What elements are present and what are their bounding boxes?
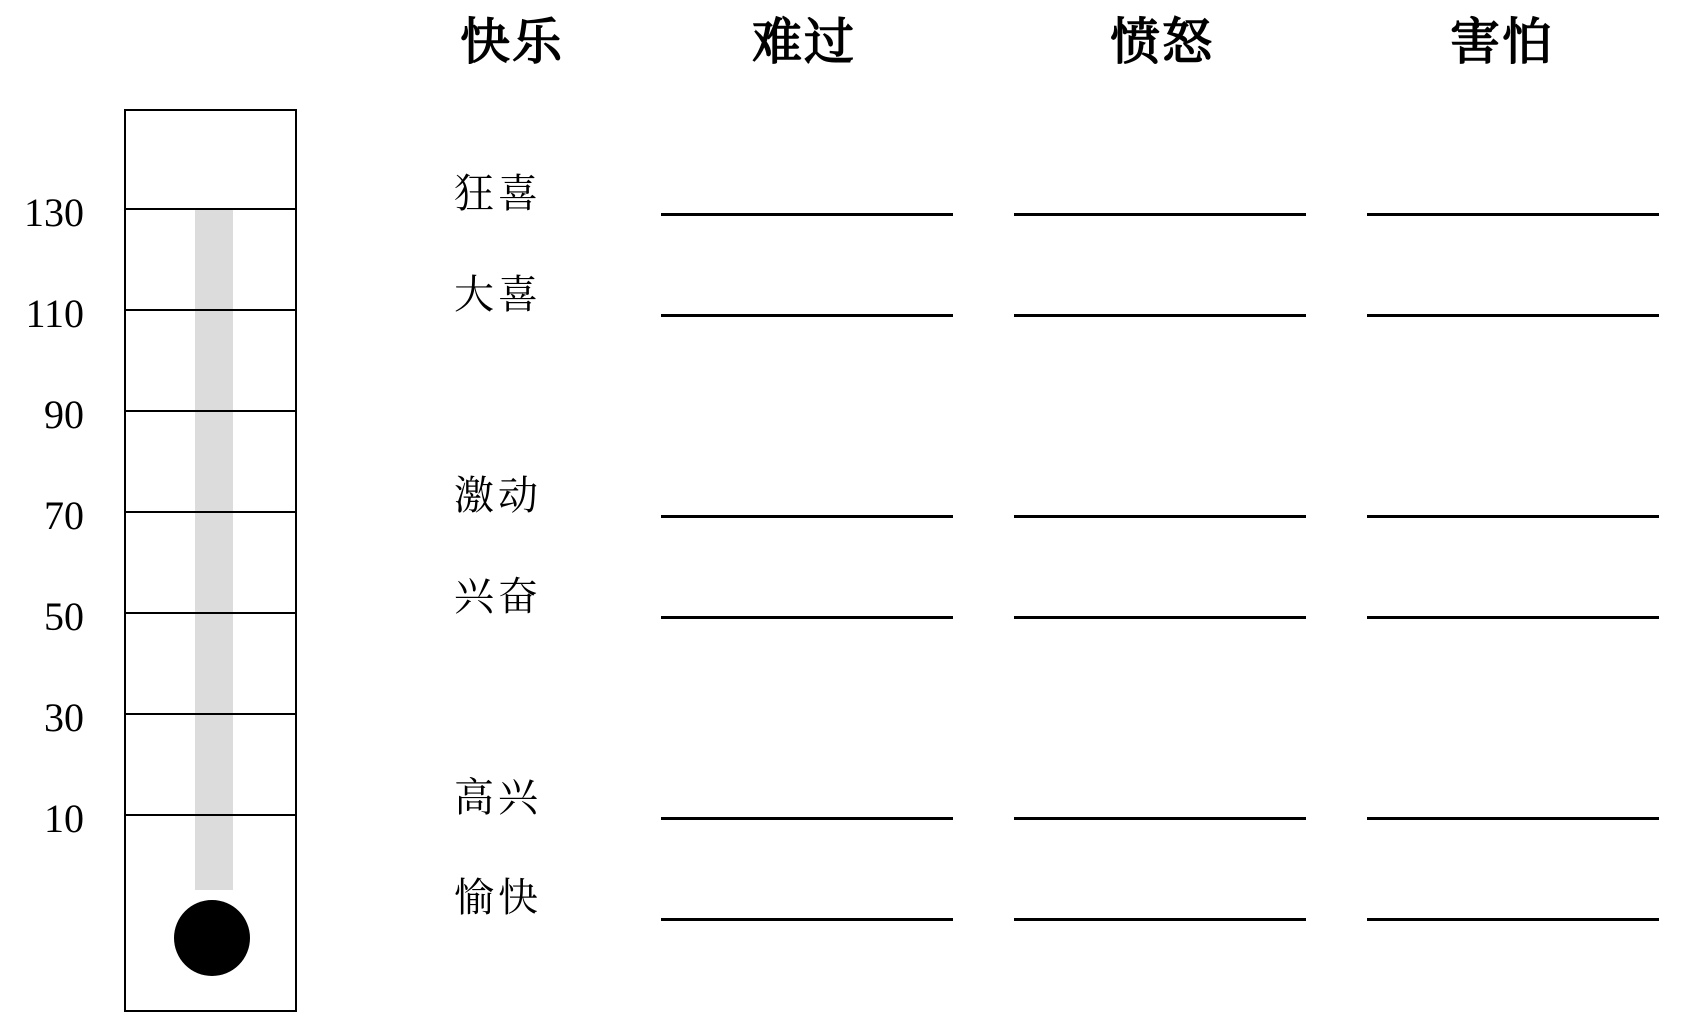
blank-sad-row-6[interactable] [661, 918, 953, 921]
row-label-thrilled: 激动 [454, 473, 542, 519]
tick-label-30: 30 [44, 695, 84, 740]
thermometer-gridline [126, 410, 295, 412]
row-label-ecstatic: 狂喜 [454, 171, 542, 217]
blank-scared-row-2[interactable] [1367, 314, 1659, 317]
blank-angry-row-6[interactable] [1014, 918, 1306, 921]
blank-sad-row-1[interactable] [661, 213, 953, 216]
blank-scared-row-5[interactable] [1367, 817, 1659, 820]
blank-sad-row-2[interactable] [661, 314, 953, 317]
column-header-sad: 难过 [752, 13, 856, 71]
thermometer [124, 109, 297, 1012]
blank-sad-row-5[interactable] [661, 817, 953, 820]
column-header-happy: 快乐 [460, 13, 564, 71]
blank-angry-row-5[interactable] [1014, 817, 1306, 820]
blank-sad-row-4[interactable] [661, 616, 953, 619]
tick-label-130: 130 [24, 190, 84, 235]
tick-label-70: 70 [44, 493, 84, 538]
tick-label-10: 10 [44, 796, 84, 841]
thermometer-gridline [126, 612, 295, 614]
thermometer-gridline [126, 309, 295, 311]
blank-angry-row-4[interactable] [1014, 616, 1306, 619]
blank-angry-row-1[interactable] [1014, 213, 1306, 216]
blank-scared-row-3[interactable] [1367, 515, 1659, 518]
blank-scared-row-1[interactable] [1367, 213, 1659, 216]
thermometer-gridline [126, 814, 295, 816]
column-header-angry: 愤怒 [1110, 13, 1214, 71]
tick-label-110: 110 [25, 291, 84, 336]
tick-label-50: 50 [44, 594, 84, 639]
thermometer-tube [195, 210, 233, 890]
thermometer-gridline [126, 713, 295, 715]
tick-label-90: 90 [44, 392, 84, 437]
blank-scared-row-6[interactable] [1367, 918, 1659, 921]
blank-sad-row-3[interactable] [661, 515, 953, 518]
blank-scared-row-4[interactable] [1367, 616, 1659, 619]
column-header-scared: 害怕 [1450, 13, 1554, 71]
blank-angry-row-2[interactable] [1014, 314, 1306, 317]
thermometer-bulb [174, 900, 250, 976]
row-label-overjoyed: 大喜 [454, 272, 542, 318]
row-label-excited: 兴奋 [454, 574, 542, 620]
thermometer-gridline [126, 511, 295, 513]
row-label-happy: 高兴 [454, 775, 542, 821]
thermometer-gridline [126, 208, 295, 210]
blank-angry-row-3[interactable] [1014, 515, 1306, 518]
row-label-cheerful: 愉快 [454, 875, 542, 921]
